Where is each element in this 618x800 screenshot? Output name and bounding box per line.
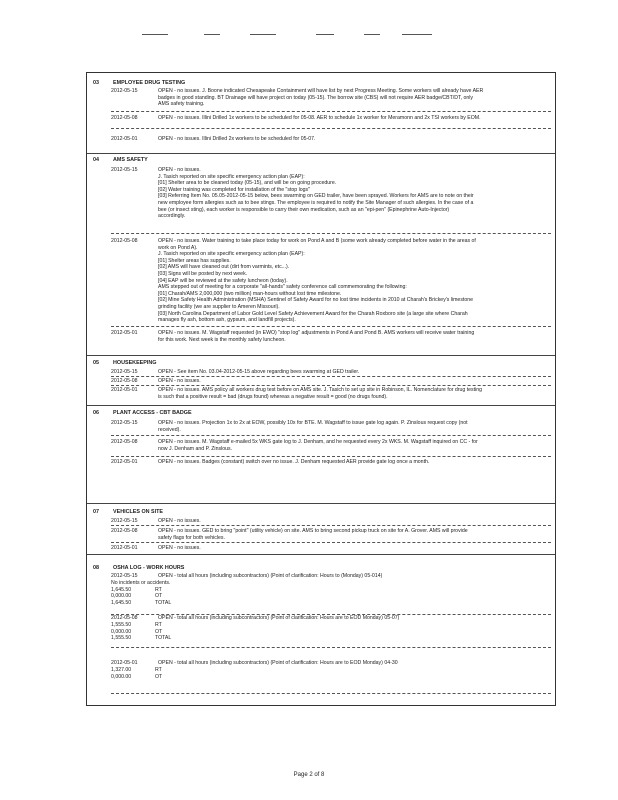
section-divider: [87, 153, 555, 154]
section-05-heading: 05 HOUSEKEEPING: [93, 360, 157, 366]
row-divider: [111, 326, 551, 327]
section-04-heading: 04 AMS SAFETY: [93, 157, 148, 163]
row-divider: [111, 376, 551, 377]
row-divider: [111, 542, 551, 543]
row-divider: [111, 385, 551, 386]
row-divider: [111, 693, 551, 694]
section-divider: [87, 355, 555, 356]
work-hours-block: No incidents or accidents. 1,645.50 RT 0,000.00 OT 1,645.50 TOTAL: [111, 580, 172, 606]
row-divider: [111, 525, 551, 526]
row-divider: [111, 111, 551, 112]
entry-row: 2012-05-15 OPEN - no issues. J. Boone indicated Chesapeake Containment will have list by next Progress Meeting. Some workers will already have AER badges in good standing. BT Drainage will have project on today (05-15). The borrow site (CBS) will not require AER badge/CBT/DT, only AMS safety training.: [111, 88, 484, 108]
work-hours-block: 1,555.50 RT 0,000.00 OT 1,555.50 TOTAL: [111, 622, 172, 642]
row-divider: [111, 456, 551, 457]
row-divider: [111, 128, 551, 129]
header-marks: [138, 34, 438, 38]
section-03-heading: 03 EMPLOYEE DRUG TESTING: [93, 80, 186, 86]
row-divider: [111, 647, 551, 648]
row-divider: [111, 435, 551, 436]
section-06-heading: 06 PLANT ACCESS - CBT BADGE: [93, 410, 192, 416]
section-divider: [87, 405, 555, 406]
minutes-table: 03 EMPLOYEE DRUG TESTING 2012-05-15 OPEN - no issues. J. Boone indicated Chesapeake Containment will have list by next Progress Meeting. Some workers will already have AER badges in good standing. BT Drainage will have project on today (05-15). The borrow site (CBS) will not require AER badge/CBT/DT, only AMS safety training. 2012-05-08 OPEN - no issues. Illini Drilled 1x workers to be scheduled for 05-08. AER to schedule 1x worker for Meramonn and 2x TSI workers by EOM. 2012-05-01 OPEN - no issues. Illini Drilled 2x workers to be scheduled for 05-07. 04 AMS SAFETY 2012-05-15 OPEN - no issues. J. Tasich reported on site specific emergency action plan (EAP): [01] Shelter area to be cleaned today (05-15), and will be on going procedure. [02] Water training was completed for installation of the "stop logs" [03] Referring Item No. 05.05-2012-05-15 below, bees swarming on GED trailer, have been sprayed. Workers for AMS are to note on their new employee form allergies such as to bee stings. The employee is required to notify the Site Manager of such allergies. In the case of a bee (or insect sting), each worker is responsible to carry their own medication, such as an "epi-pen" (Epinephrine Auto-Injector) accordingly. 2012-05-08 OPEN - no issues. Water training to take place today for work on Pond A and B (some work already completed before water in the areas of work on Pond A). J. Tasich reported on site specific emergency action plan (EAP): [01] Shelter areas has supplies. [02] AMS will have cleaned out (dirt from varmints, etc...). [03] Signs will be posted by next week. [04] EAP will be reviewed at the safety luncheon (today). AMS stepped out of meeting for a corporate "all-hands" safety conference call commemorating the following: [01] Charah/AMS 2,000,000 (two million) man-hours without lost time milestone. [02] Mine Safety Health Administration (MSHA) Sentinel of Safety Award for no lost time incidents in 2010 at Charah's Brickey's limestone grinding facility (we are supplier to Ameren Missouri). [03] North Carolina Department of Labor Gold Level Safety Achievement Award for the Charah Roxboro site (a large site where Charah manages fly ash, bottom ash, gypsum, and landfill projects). 2012-05-01 OPEN - no issues. M. Wagstaff requested (in EWO) "stop log" adjustments in Pond A and Pond B. AMS workers will receive water training for this work. Next week is the monthly safety luncheon. 05 HOUSEKEEPING 2012-05-15 OPEN - See item No. 03.04-2012-05-15 above regarding bees swarming at GED trailer. 2012-05-08 OPEN - no issues. 2012-05-01 OPEN - no issues. AMS policy all workers drug test before on AMS site. J. Tasich to set up site in Robinson, IL. Nomenclature for drug testing is such that a positive result = bad (drugs found) whereas a negative result = good (no drugs found). 06 PLANT ACCESS - CBT BADGE 2012-05-15 OPEN - no issues. Projection 1x to 2x at EOW, possibly 10x for BTE. M. Wagstaff to issue gate log again. P. Zinslous request copy (not received). 2012-05-08 OPEN - no issues. M. Wagstaff e-mailed 5x WKS gate log to J. Denham, and he requested every 2x WKS. M. Wagstaff inquired on CC - for now J. Denham and P. Zinslous. 2012-05-01 OPEN - no issues. Badges (constant) switch over no issue. J. Denham requested AER provide gate log once a month. 07 VEHICLES ON SITE 2012-05-15 OPEN - no issues. 2012-05-08 OPEN - no issues. GED to bring "point" (utility vehicle) on site. AMS to bring second pickup truck on site for A. Grover. AMS will provide safety flags for both vehicles. 2012-05-01 OPEN - no issues. 08 OSHA LOG - WORK HOURS 2012-05-15 OPEN - total all hours (including subcontractors) (Point of clarification: Hours to (Monday) 05-014) No incidents or accidents. 1,645.50 RT 0,000.00 OT 1,645.50 TOTAL 2012-05-08 OPEN - total all hours (including subcontractors) (Point of clarification: Hours are to EOD Monday) 05-07) 1,555.50 RT 0,000.00 OT 1,555.50 TOTAL 2012-05-01 OPEN - total all hours (including subcontractors) (Point of clarification: Hours are to EOD Monday) 04-30 1,327.00 RT 0,000.00 OT: [86, 72, 556, 706]
page-number: Page 2 of 8: [293, 772, 325, 778]
row-divider: [111, 233, 551, 234]
section-divider: [87, 503, 555, 504]
work-hours-block: 1,327.00 RT 0,000.00 OT: [111, 667, 163, 680]
section-07-heading: 07 VEHICLES ON SITE: [93, 509, 164, 515]
section-08-heading: 08 OSHA LOG - WORK HOURS: [93, 565, 185, 571]
section-divider: [87, 554, 555, 555]
